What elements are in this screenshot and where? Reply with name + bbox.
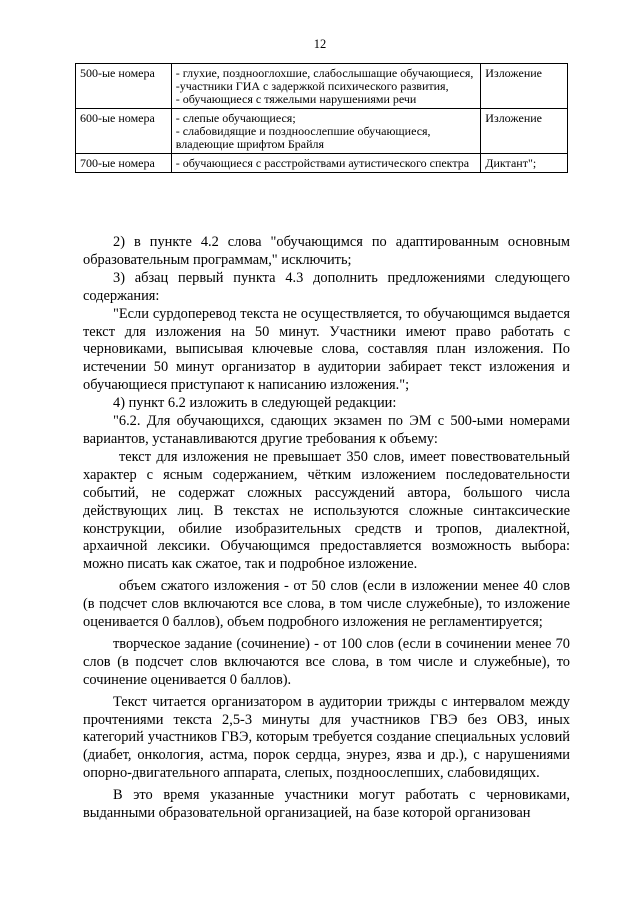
paragraph: творческое задание (сочинение) - от 100 слов (если в сочинении менее 70 слов (в подсчет слов включаются все слова, в том числе и служебные), то сочинение оценивается 0 баллов).	[83, 635, 570, 688]
form-cell: Изложение	[481, 64, 568, 109]
paragraph: текст для изложения не превышает 350 слов, имеет повествовательный характер с ясным содержанием, чётким изложением последовательности событий, не содержат сложных рассуждений автора, большого числа действующих лиц. В текстах не используются сложные синтаксические конструкции, обилие изобразительных средств и тропов, диалектной, архаичной лексики. Обучающимся предоставляется возможность выбора: можно писать как сжатое, так и подробное изложение.	[83, 448, 570, 573]
table-row	[76, 154, 568, 173]
paragraph: "6.2. Для обучающихся, сдающих экзамен по ЭМ с 500-ыми номерами вариантов, устанавливаются другие требования к объему:	[83, 413, 570, 447]
category-item: - слабовидящие и поздноослепшие обучающиеся, владеющие шрифтом Брайля	[175, 124, 431, 151]
category-item: - слепые обучающиеся;	[175, 111, 296, 125]
variant-cell: 500-ые номера	[76, 64, 172, 109]
form-cell: Диктант";	[481, 154, 568, 173]
paragraph: Текст читается организатором в аудитории трижды с интервалом между прочтениями текста 2,5-3 минуты для участников ГВЭ без ОВЗ, иных категорий участников ГВЭ, которым требуется создание специальных условий (диабет, онкология, астма, порок сердца, энурез, язва и др.), с нарушениями опорно-двигательного аппарата, слепых, поздноослепших, слабовидящих.	[83, 693, 570, 782]
categories-cell	[171, 154, 481, 173]
variant-cell: 600-ые номера	[76, 109, 172, 154]
body-text	[83, 234, 570, 823]
table-row	[76, 109, 568, 154]
page-number: 12	[313, 37, 327, 51]
form-cell: Изложение	[481, 109, 568, 154]
categories-cell	[171, 109, 481, 154]
variants-table	[75, 63, 568, 173]
categories-cell	[171, 64, 481, 109]
category-item: -участники ГИА с задержкой психического развития,	[175, 79, 449, 93]
category-item: - обучающиеся с расстройствами аутистического спектра	[175, 156, 470, 170]
paragraph: "Если сурдоперевод текста не осуществляется, то обучающимся выдается текст для изложения на 50 минут. Участники имеют право работать с черновиками, выписывая ключевые слова, составляя план изложения. По истечении 50 минут организатор в аудитории забирает текст изложения и обучающиеся приступают к написанию изложения.";	[83, 305, 570, 394]
paragraph: объем сжатого изложения - от 50 слов (если в изложении менее 40 слов (в подсчет слов включаются все слова, в том числе служебные), то изложение оценивается 0 баллов), объем подробного изложения не регламентируется;	[83, 578, 570, 631]
category-item: - глухие, позднооглохшие, слабослышащие обучающиеся,	[175, 66, 474, 80]
paragraph: 3) абзац первый пункта 4.3 дополнить предложениями следующего содержания:	[83, 269, 570, 304]
category-item: - обучающиеся с тяжелыми нарушениями речи	[175, 92, 417, 106]
variant-cell: 700-ые номера	[76, 154, 172, 173]
paragraph: 2) в пункте 4.2 слова "обучающимся по адаптированным основным образовательным программам," исключить;	[83, 234, 570, 268]
paragraph: 4) пункт 6.2 изложить в следующей редакции:	[113, 395, 397, 412]
table-row	[76, 64, 568, 109]
paragraph: В это время указанные участники могут работать с черновиками, выданными образовательной организацией, на базе которой организован	[83, 787, 570, 822]
